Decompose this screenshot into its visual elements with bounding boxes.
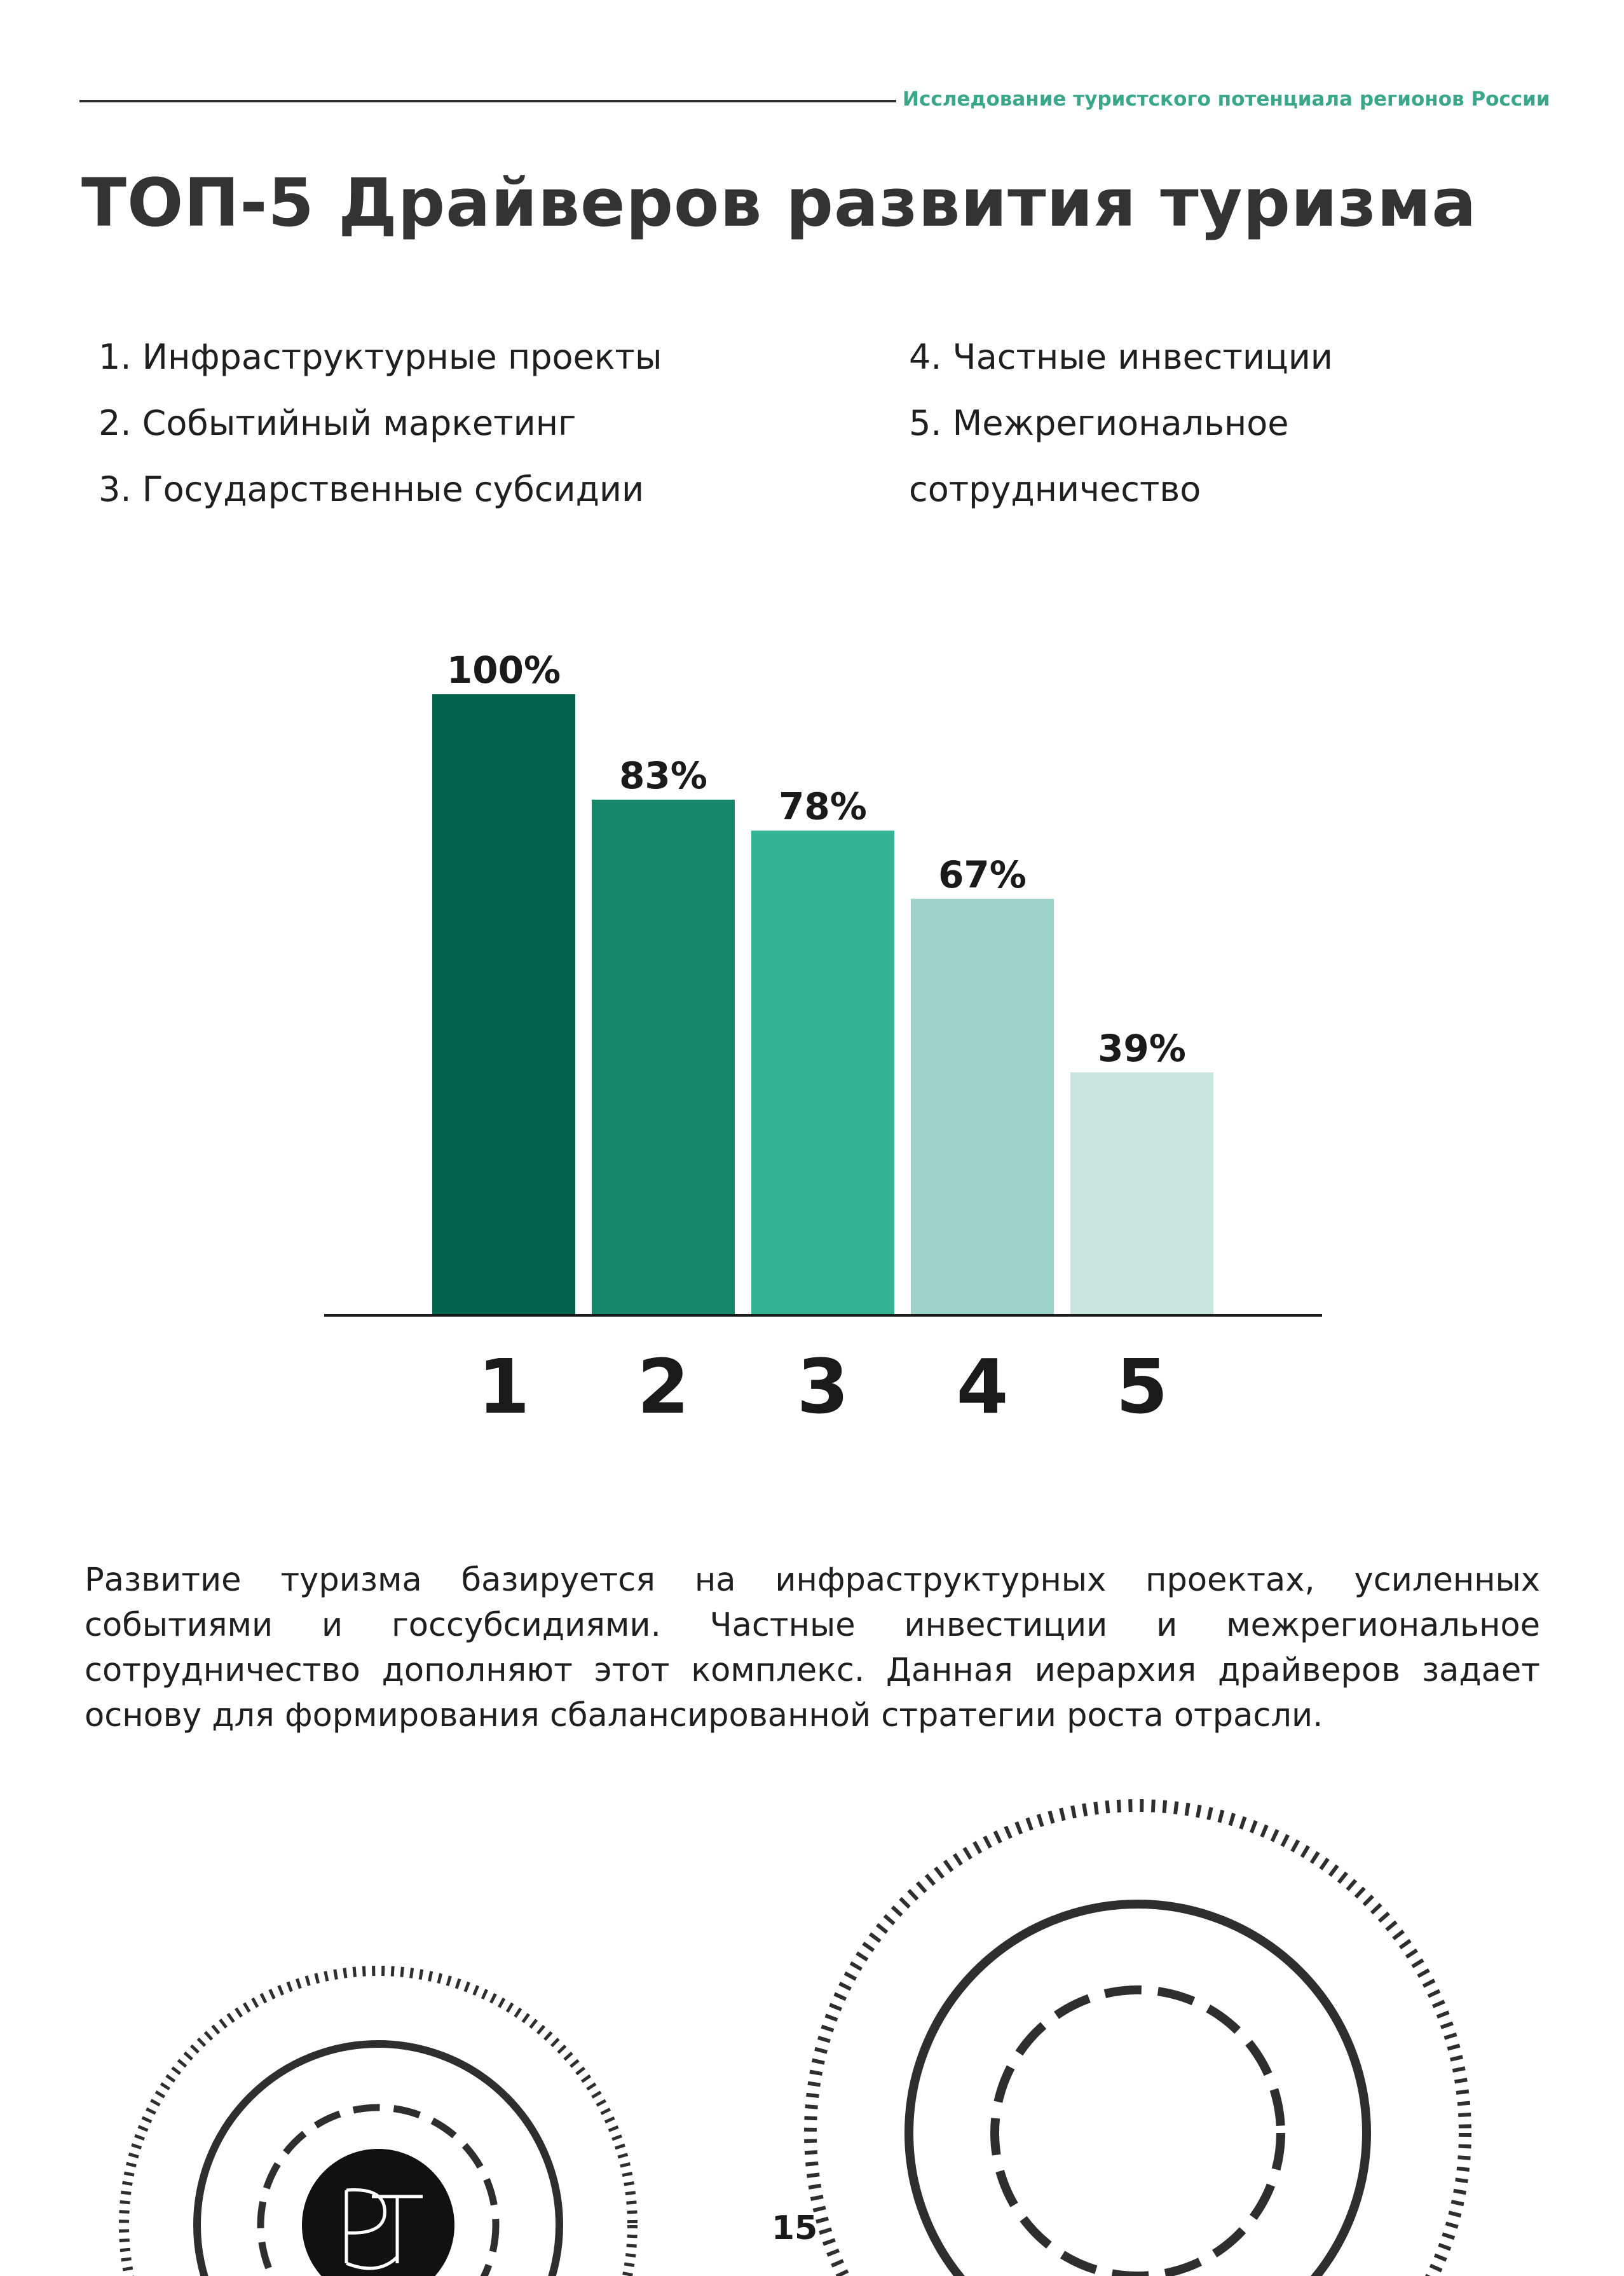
- decor-dashed-ring: [995, 1990, 1281, 2276]
- bar-value-label-4: 67%: [938, 853, 1027, 896]
- bar-value-label-3: 78%: [779, 785, 867, 828]
- decor-dotted-ring: [810, 1806, 1465, 2276]
- driver-item-4: 4. Частные инвестиции: [909, 337, 1333, 377]
- bar-value-label-2: 83%: [619, 753, 707, 797]
- driver-item-5: 5. Межрегиональное: [909, 403, 1289, 443]
- driver-item-1: 1. Инфраструктурные проекты: [99, 337, 662, 377]
- decorative-circles: [0, 1717, 1624, 2276]
- driver-item-5-continued: сотрудничество: [909, 469, 1201, 509]
- category-label-3: 3: [796, 1343, 849, 1430]
- chart-bars: [432, 648, 1213, 1430]
- logo-badge: [302, 2149, 454, 2276]
- category-label-4: 4: [956, 1343, 1009, 1430]
- driver-item-3: 3. Государственные субсидии: [99, 469, 645, 509]
- bar-value-label-5: 39%: [1098, 1026, 1186, 1070]
- driver-item-2: 2. Событийный маркетинг: [99, 403, 577, 443]
- bar-5: [1070, 1073, 1213, 1314]
- header-caption: Исследование туристского потенциала регионов России: [903, 88, 1550, 111]
- bar-3: [751, 831, 894, 1315]
- page-title: ТОП-5 Драйверов развития туризма: [81, 164, 1477, 242]
- category-label-5: 5: [1116, 1343, 1168, 1430]
- bar-1: [432, 694, 575, 1314]
- bar-value-label-1: 100%: [446, 648, 561, 692]
- page-number: 15: [771, 2209, 818, 2247]
- bar-4: [911, 899, 1054, 1314]
- logo-emblem: [302, 2149, 454, 2276]
- decor-solid-ring: [909, 1904, 1367, 2276]
- category-label-2: 2: [637, 1343, 690, 1430]
- category-label-1: 1: [477, 1343, 530, 1430]
- bar-2: [592, 800, 735, 1314]
- summary-paragraph: Развитие туризма базируется на инфраструктурных проектах, усиленных событиями и госсубсидиями. Частные инвестиции и межрегиональное сотрудничество дополняют этот комплекс. Данная иерархия драйверов задает основу для формирования сбалансированной стратегии роста отрасли.: [85, 1561, 1540, 1734]
